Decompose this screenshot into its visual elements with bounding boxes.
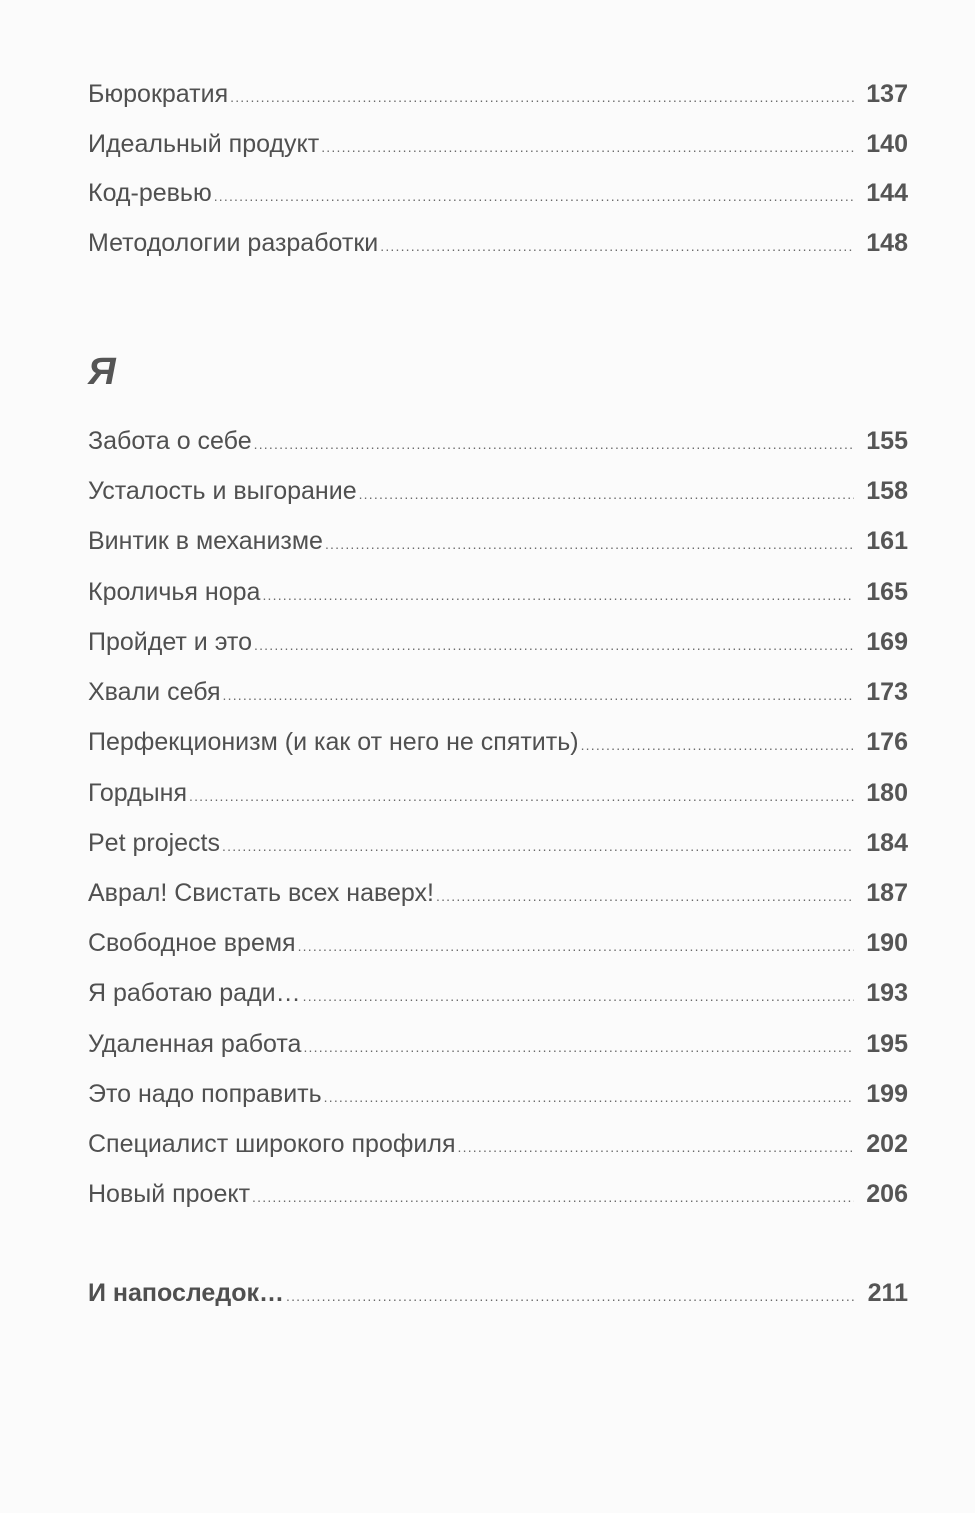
toc-entry[interactable] xyxy=(88,876,908,910)
dot-leader xyxy=(359,477,854,511)
toc-entry-title: Пройдет и это xyxy=(88,628,252,656)
toc-entry-title: Я работаю ради… xyxy=(88,979,301,1007)
toc-entry-title: Аврал! Свистать всех наверх! xyxy=(88,879,434,907)
dot-leader xyxy=(214,179,854,213)
toc-entry[interactable] xyxy=(88,725,908,759)
toc-entry[interactable] xyxy=(88,976,908,1010)
toc-entry-title: Винтик в механизме xyxy=(88,527,323,555)
dot-leader xyxy=(254,427,854,461)
toc-entry-page: 206 xyxy=(866,1180,908,1208)
dot-leader xyxy=(458,1130,854,1164)
toc-entry-page: 169 xyxy=(866,628,908,656)
dot-leader xyxy=(298,929,854,963)
toc-entry-page: 140 xyxy=(866,130,908,158)
dot-leader xyxy=(303,979,854,1013)
dot-leader xyxy=(254,628,854,662)
toc-entry[interactable] xyxy=(88,226,908,260)
toc-entry-title: Идеальный продукт xyxy=(88,130,320,158)
section-heading: Я xyxy=(88,351,116,393)
toc-entry-page: 180 xyxy=(866,779,908,807)
toc-entry-title: Удаленная работа xyxy=(88,1030,302,1058)
toc-entry[interactable] xyxy=(88,77,908,111)
toc-entry-title: Хвали себя xyxy=(88,678,221,706)
toc-entry[interactable] xyxy=(88,926,908,960)
toc-entry-page: 161 xyxy=(866,527,908,555)
toc-entry[interactable] xyxy=(88,1077,908,1111)
dot-leader xyxy=(262,578,854,612)
dot-leader xyxy=(324,1080,854,1114)
toc-entry-page: 190 xyxy=(866,929,908,957)
toc-entry-page: 202 xyxy=(866,1130,908,1158)
toc-entry-page: 158 xyxy=(866,477,908,505)
toc-entry[interactable] xyxy=(88,1127,908,1161)
toc-entry-page: 199 xyxy=(866,1080,908,1108)
toc-entry[interactable] xyxy=(88,474,908,508)
toc-entry-title: Забота о себе xyxy=(88,427,252,455)
toc-entry-page: 173 xyxy=(866,678,908,706)
dot-leader xyxy=(252,1180,854,1214)
dot-leader xyxy=(222,829,854,863)
toc-entry[interactable] xyxy=(88,625,908,659)
dot-leader xyxy=(286,1279,854,1313)
dot-leader xyxy=(325,527,854,561)
dot-leader xyxy=(436,879,854,913)
dot-leader xyxy=(581,728,854,762)
toc-entry-page: 187 xyxy=(866,879,908,907)
toc-entry[interactable] xyxy=(88,176,908,210)
toc-entry-page: 137 xyxy=(866,80,908,108)
toc-entry-page: 195 xyxy=(866,1030,908,1058)
toc-entry-page: 184 xyxy=(866,829,908,857)
toc-entry-title: Усталость и выгорание xyxy=(88,477,357,505)
toc-entry[interactable] xyxy=(88,524,908,558)
toc-entry-page: 155 xyxy=(866,427,908,455)
toc-entry[interactable] xyxy=(88,826,908,860)
toc-entry-title: Это надо поправить xyxy=(88,1080,322,1108)
toc-entry[interactable] xyxy=(88,675,908,709)
toc-entry[interactable] xyxy=(88,1027,908,1061)
toc-entry-title: Специалист широкого профиля xyxy=(88,1130,456,1158)
toc-entry-title: Гордыня xyxy=(88,779,187,807)
toc-entry-title: Кроличья нора xyxy=(88,578,261,606)
toc-entry-closing[interactable] xyxy=(88,1276,908,1310)
dot-leader xyxy=(223,678,854,712)
toc-entry-page: 148 xyxy=(866,229,908,257)
toc-entry-page: 193 xyxy=(866,979,908,1007)
toc-entry[interactable] xyxy=(88,575,908,609)
toc-entry-title: Новый проект xyxy=(88,1180,251,1208)
toc-entry-title: Свободное время xyxy=(88,929,296,957)
dot-leader xyxy=(230,80,854,114)
toc-entry-page: 211 xyxy=(867,1279,908,1307)
toc-entry-title: Методологии разработки xyxy=(88,229,379,257)
dot-leader xyxy=(303,1030,854,1064)
dot-leader xyxy=(380,229,854,263)
dot-leader xyxy=(189,779,854,813)
toc-entry[interactable] xyxy=(88,776,908,810)
toc-entry-page: 144 xyxy=(866,179,908,207)
toc-entry-page: 176 xyxy=(866,728,908,756)
toc-entry[interactable] xyxy=(88,127,908,161)
toc-entry-title: Перфекционизм (и как от него не спятить) xyxy=(88,728,579,756)
dot-leader xyxy=(321,130,854,164)
toc-entry[interactable] xyxy=(88,424,908,458)
toc-entry-title: Pet projects xyxy=(88,829,221,857)
toc-entry-page: 165 xyxy=(866,578,908,606)
toc-entry-title: И напоследок… xyxy=(88,1279,284,1307)
toc-entry[interactable] xyxy=(88,1177,908,1211)
toc-entry-title: Бюрократия xyxy=(88,80,229,108)
toc-entry-title: Код-ревью xyxy=(88,179,212,207)
